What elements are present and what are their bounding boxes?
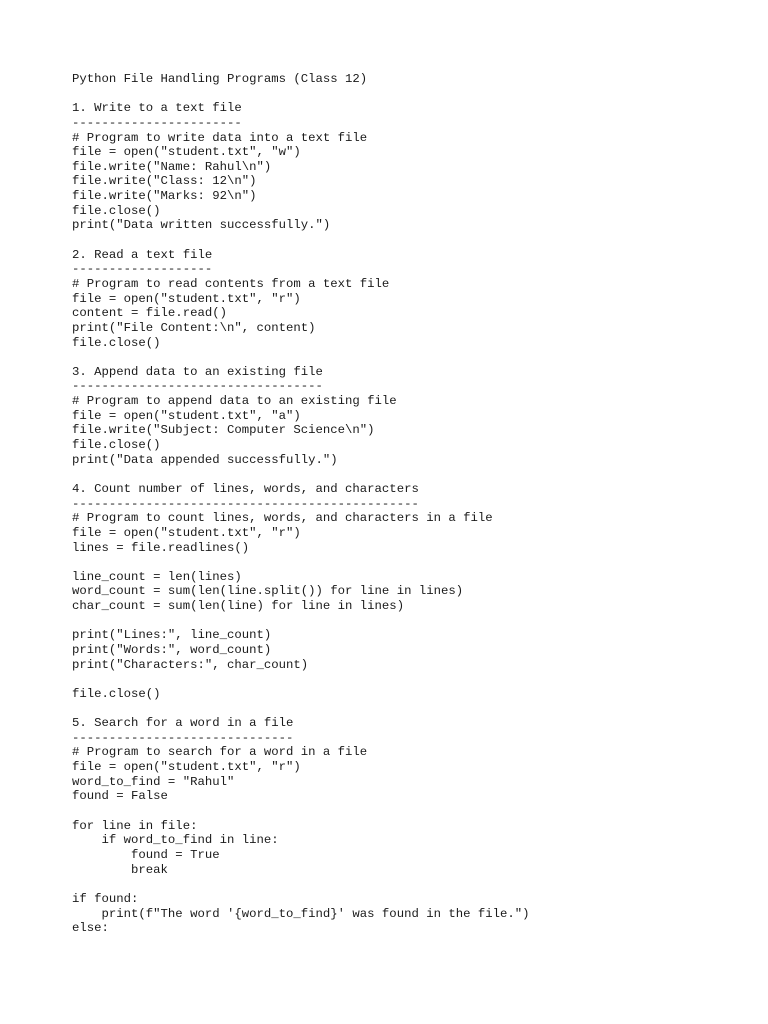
code-line: print("File Content:\n", content)	[72, 320, 316, 335]
code-line: file.close()	[72, 203, 161, 218]
code-comment: # Program to read contents from a text file	[72, 276, 390, 291]
code-line: file.close()	[72, 438, 161, 453]
heading-underline: ------------------------------	[72, 730, 294, 745]
code-line: char_count = sum(len(line) for line in lines)	[72, 599, 405, 614]
code-line: print("Lines:", line_count)	[72, 628, 272, 643]
blank-line	[72, 555, 530, 570]
document-text	[72, 72, 530, 936]
code-comment: # Program to write data into a text file	[72, 130, 368, 145]
code-line: file.close()	[72, 686, 161, 701]
code-line: print(f"The word '{word_to_find}' was found in the file.")	[72, 906, 530, 921]
code-line: file.write("Class: 12\n")	[72, 174, 257, 189]
code-line: print("Characters:", char_count)	[72, 657, 309, 672]
code-line: file = open("student.txt", "r")	[72, 760, 301, 775]
code-line: line_count = len(lines)	[72, 569, 242, 584]
blank-line	[72, 672, 530, 687]
heading-underline: -----------------------------------------------	[72, 496, 419, 511]
heading-underline: -----------------------	[72, 115, 242, 130]
code-line: file.write("Marks: 92\n")	[72, 189, 257, 204]
code-line: file = open("student.txt", "w")	[72, 145, 301, 160]
blank-line	[72, 804, 530, 819]
document-title: Python File Handling Programs (Class 12)	[72, 72, 368, 86]
code-comment: # Program to search for a word in a file	[72, 745, 368, 760]
blank-line	[72, 233, 530, 248]
blank-line	[72, 877, 530, 892]
code-line: print("Data written successfully.")	[72, 218, 331, 233]
code-comment: # Program to append data to an existing file	[72, 394, 397, 409]
code-line: found = True	[72, 847, 220, 862]
code-line: if word_to_find in line:	[72, 833, 279, 848]
code-line: file.write("Subject: Computer Science\n")	[72, 423, 375, 438]
section-heading: 3. Append data to an existing file	[72, 364, 323, 379]
code-line: else:	[72, 921, 109, 936]
code-line: lines = file.readlines()	[72, 540, 250, 555]
blank-line	[72, 614, 530, 629]
code-line: print("Data appended successfully.")	[72, 452, 338, 467]
blank-line	[72, 467, 530, 482]
heading-underline: -------------------	[72, 262, 213, 277]
section-heading: 2. Read a text file	[72, 247, 213, 262]
section-heading: 1. Write to a text file	[72, 101, 242, 116]
code-line: break	[72, 862, 168, 877]
code-line: content = file.read()	[72, 306, 227, 321]
code-line: word_count = sum(len(line.split()) for line in lines)	[72, 584, 464, 599]
blank-line	[72, 350, 530, 365]
section-heading: 5. Search for a word in a file	[72, 716, 294, 731]
code-line: word_to_find = "Rahul"	[72, 774, 235, 789]
code-line: found = False	[72, 789, 168, 804]
code-line: for line in file:	[72, 818, 198, 833]
code-line: if found:	[72, 891, 139, 906]
code-line: file = open("student.txt", "r")	[72, 291, 301, 306]
code-line: file.close()	[72, 335, 161, 350]
section-heading: 4. Count number of lines, words, and characters	[72, 481, 419, 496]
heading-underline: ----------------------------------	[72, 379, 323, 394]
blank-line	[72, 702, 530, 717]
code-line: file = open("student.txt", "a")	[72, 408, 301, 423]
code-line: print("Words:", word_count)	[72, 642, 272, 657]
code-line: file = open("student.txt", "r")	[72, 525, 301, 540]
blank-line	[72, 87, 530, 102]
code-comment: # Program to count lines, words, and characters in a file	[72, 511, 493, 526]
code-line: file.write("Name: Rahul\n")	[72, 159, 272, 174]
